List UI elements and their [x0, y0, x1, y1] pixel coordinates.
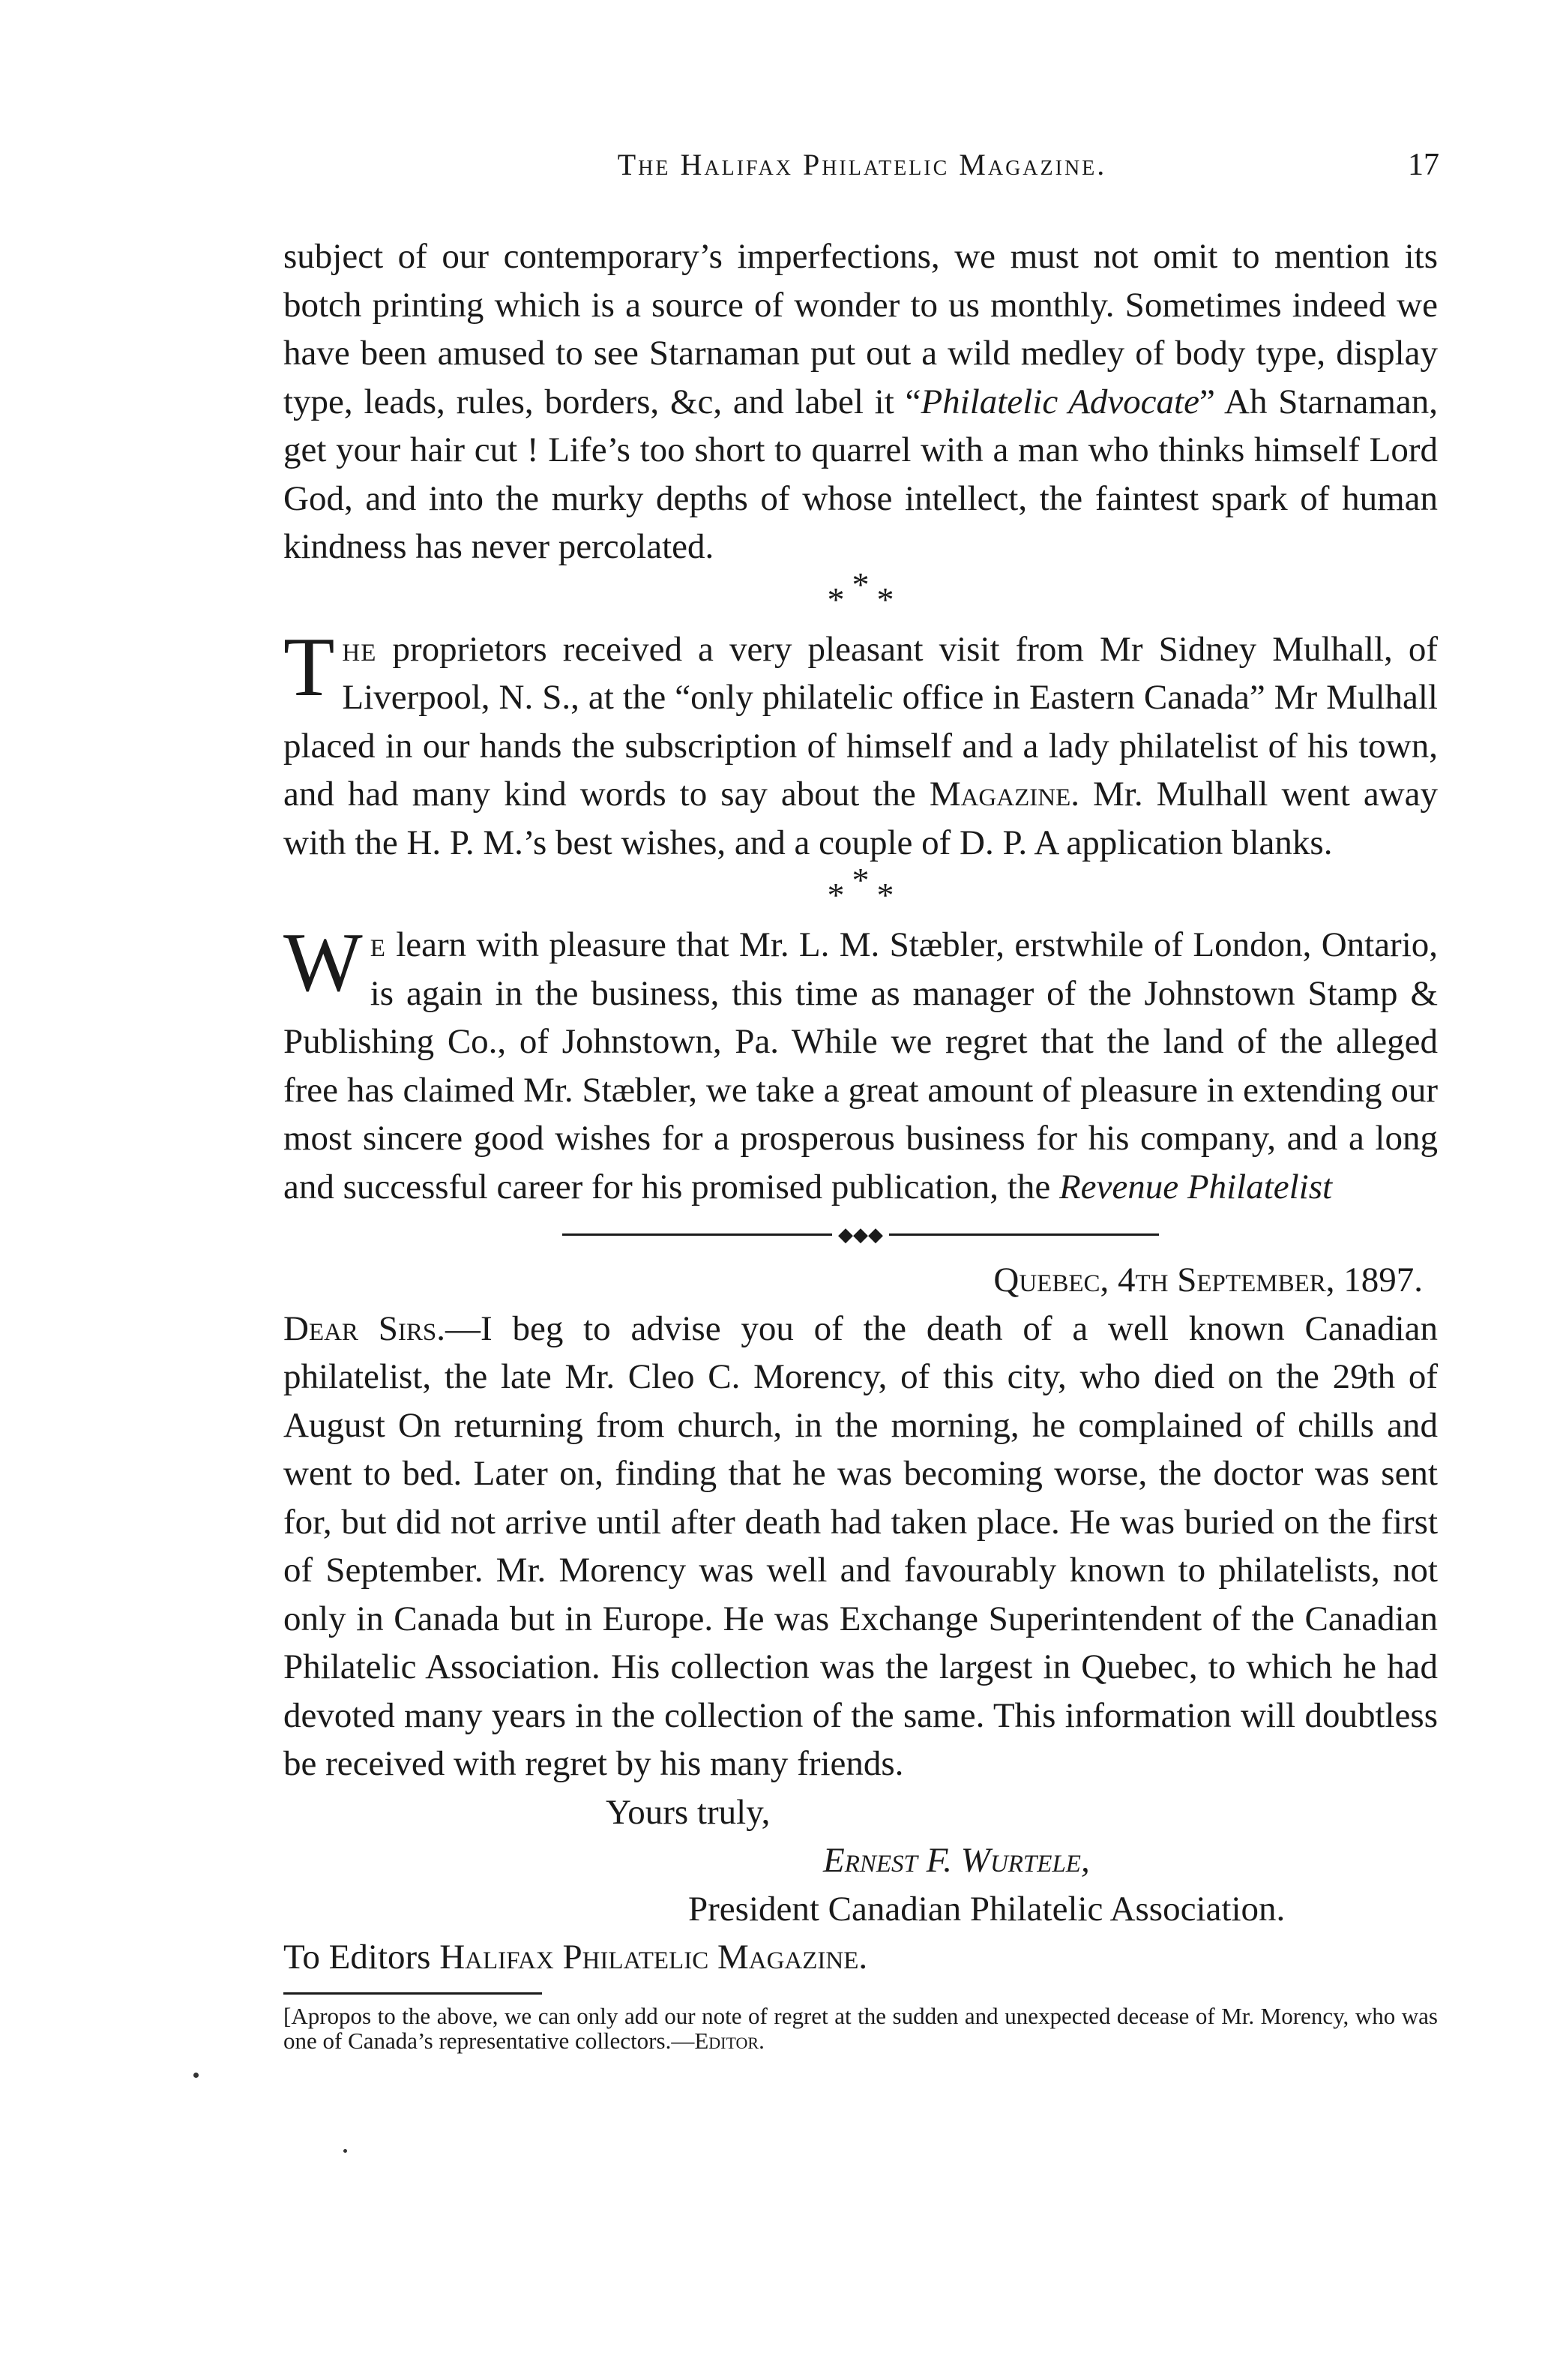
- letter-text: —I beg to advise you of the death of a well known Canadian philatelist, the late Mr. Cleo C. Morency, of this city, who died on the 29th of August On returning from church, in the morning, he complained of chills and went to bed. Later on, finding that he was becoming worse, the doctor was sent for, but did not arrive until after death had taken place. He was buried on the first of September. Mr. Morency was well and favourably known to philatelists, not only in Canada but in Europe. He was Exchange Superintendent of the Canadian Philatelic Association. His collection was the largest in Quebec, to which he had devoted many years in the collection of the same. This information will doubtless be received with regret by his many friends.: [283, 1308, 1439, 1783]
- rule-line: [889, 1233, 1159, 1236]
- page-speck: [193, 2073, 199, 2078]
- editor-note-text: [Apropos to the above, we can only add our note of regret at the sudden and unexpected decease of Mr. Morency, who was one of Canada’s representative collectors.—: [283, 2002, 1438, 2054]
- paragraph-staebler: [283, 916, 1439, 1211]
- editor-note: [283, 2004, 1438, 2053]
- paragraph-text: ” Ah Starnaman, get your hair cut ! Life’s too short to quarrel with a man who thinks himself Lord God, and into the murky depths of whose intellect, the faintest spark of human kindness has never percolated.: [283, 382, 1438, 566]
- page-speck: [343, 2149, 347, 2153]
- paragraph-text: subject of our contemporary’s imperfections, we must not omit to mention its botch printing which is a source of wonder to us monthly. Sometimes indeed we have been amused to see Starnaman put out a wild medley of body type, display type, leads, rules, borders, &c, and label it “: [283, 237, 1438, 421]
- asterisk: *: [852, 861, 870, 899]
- paragraph-mulhall: [283, 620, 1439, 868]
- publication-title: Philatelic Advocate: [921, 382, 1199, 421]
- paragraph-text: learn with pleasure that Mr. L. M. Stæbler, erstwhile of London, Ontario, is again in the business, this time as manager of the Johnstown Stamp & Publishing Co., of Johnstown, Pa. While we regret that the land of the alleged free has claimed Mr. Stæbler, we take a great amount of pleasure in extending our most sincere good wishes for a prosperous business for his company, and a long and successful career for his promised publication, the: [283, 925, 1439, 1206]
- lead-in: he: [342, 629, 377, 669]
- asterisk: *: [852, 565, 870, 604]
- letter-salutation: Dear Sirs.: [283, 1308, 445, 1348]
- asterisk: *: [827, 580, 845, 619]
- paragraph-text: proprietors received a very pleasant visit from Mr Sidney Mulhall, of Liverpool, N. S., at the “only philatelic office in Eastern Canada” Mr Mulhall placed in our hands the subscription of himself and a lady philatelist of his town, and had many kind words to say about the: [283, 629, 1438, 814]
- magazine-name: Magazine: [929, 775, 1071, 814]
- running-title: The Halifax Philatelic Magazine.: [617, 148, 1107, 181]
- addressee-prefix: To Editors: [283, 1938, 431, 1977]
- rule-line: [562, 1233, 832, 1236]
- asterism-divider: [283, 861, 1438, 921]
- drop-cap: W: [283, 916, 363, 1009]
- text-column: [283, 232, 1438, 2053]
- editor-sign: Editor.: [694, 2027, 765, 2054]
- letter-body: [283, 1305, 1438, 1788]
- signatory-title: President Canadian Philatelic Association.: [688, 1889, 1286, 1929]
- footnote-rule: [283, 1992, 542, 1995]
- ornamental-rule: [283, 1211, 1438, 1256]
- lead-in: e: [370, 925, 386, 964]
- page-number: 17: [1408, 148, 1439, 182]
- paragraph-text: . Mr. Mulhall went away with the H. P. M.’s best wishes, and a couple of D. P. A application blanks.: [283, 775, 1439, 862]
- drop-cap: T: [283, 620, 335, 714]
- letter-closing: Yours truly,: [606, 1792, 771, 1832]
- letter-addressee: [283, 1933, 1438, 1982]
- paragraph-contemporary: [283, 232, 1438, 571]
- asterisk: *: [876, 580, 894, 619]
- publication-title: Revenue Philatelist: [1058, 1167, 1333, 1206]
- letter-signature: Ernest F. Wurtele,: [823, 1841, 1090, 1880]
- asterism-divider: [283, 565, 1438, 625]
- addressee-name: Halifax Philatelic Magazine.: [439, 1938, 868, 1977]
- asterisk: *: [876, 876, 894, 914]
- ornament-glyph: ◆◆◆: [838, 1223, 883, 1245]
- asterisk: *: [827, 876, 845, 914]
- letter-dateline: Quebec, 4th September, 1897.: [993, 1260, 1423, 1299]
- running-head: [285, 147, 1439, 192]
